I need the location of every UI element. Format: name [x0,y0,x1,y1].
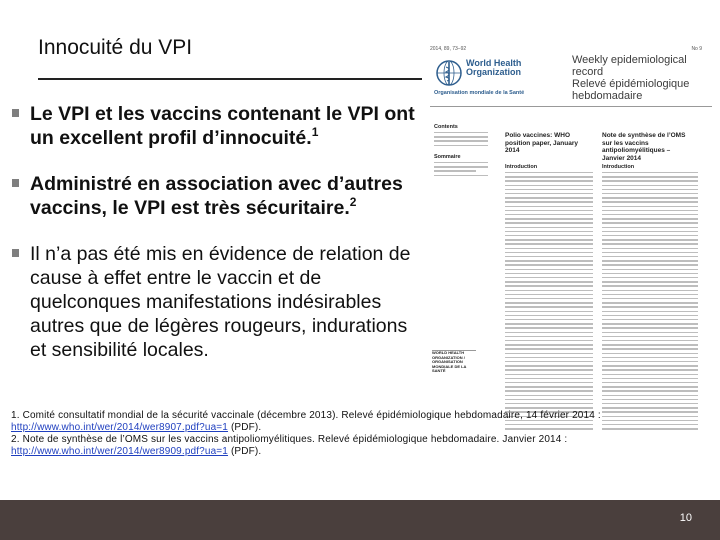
bullet-item-3 [12,242,426,362]
text-line [602,344,698,345]
text-line [602,348,698,349]
text-line [505,201,593,202]
text-line [602,407,698,408]
text-line [602,197,698,198]
bullet-list [12,102,426,362]
text-line [505,315,593,316]
footnote-2-text: 2. Note de synthèse de l’OMS sur les vaccins antipoliomyélitiques. Relevé épidémiologique hebdomadaire. Janvier 2014 : [11,434,568,445]
record-title [572,54,712,102]
text-line [602,361,698,362]
document-issue: 2014, 89, 73–92 [430,46,467,52]
text-line [602,281,698,282]
text-line [505,172,593,173]
text-line [505,193,593,194]
text-line [434,132,488,133]
text-line [505,340,593,341]
text-line [602,264,698,265]
who-org-name-fr: Organisation mondiale de la Santé [434,90,525,96]
footnotes [11,410,711,458]
text-line [505,180,593,181]
text-line [602,294,698,295]
text-line [602,180,698,181]
text-line [602,273,698,274]
text-line [602,206,698,207]
text-line [505,361,593,362]
text-line [505,290,593,291]
text-line [602,378,698,379]
text-line [602,193,698,194]
text-line [505,264,593,265]
text-line [505,395,593,396]
text-line [505,306,593,307]
text-line [434,170,476,171]
record-title-en: Weekly epidemiological record [572,54,687,78]
text-line [505,344,593,345]
text-line [602,369,698,370]
text-line [602,260,698,261]
text-line [434,140,488,141]
article-title-en: Polio vaccines: WHO position paper, January 2014 [505,132,578,154]
text-line [602,290,698,291]
text-line [602,269,698,270]
text-line [602,285,698,286]
text-line [505,357,593,358]
text-line [505,407,593,408]
text-line [602,185,698,186]
text-line [505,327,593,328]
text-line [602,336,698,337]
text-line [602,189,698,190]
footnote-2-suffix: (PDF). [228,446,262,457]
text-line [602,298,698,299]
text-line [505,374,593,375]
text-line [505,369,593,370]
text-line [602,311,698,312]
footnote-1-text: 1. Comité consultatif mondial de la sécurité vaccinale (décembre 2013). Relevé épidémiologique hebdomadaire, 14 février 2014 : [11,410,601,421]
text-line [505,218,593,219]
text-line [602,340,698,341]
text-line [505,185,593,186]
intro-heading-fr: Introduction [602,164,635,170]
text-line [434,166,488,167]
title-underline [38,78,422,80]
text-line [434,145,488,146]
text-line [505,256,593,257]
contents-label: Contents [434,124,458,130]
text-line [505,197,593,198]
side-box-title: WORLD HEALTH ORGANIZATION / ORGANISATION MONDIALE DE LA SANTÉ [432,350,467,373]
text-line [505,311,593,312]
text-line [505,302,593,303]
text-line [602,252,698,253]
footnote-2-link[interactable]: http://www.who.int/wer/2014/wer8909.pdf?ua=1 [11,446,229,457]
text-line [505,231,593,232]
document-number: No 9 [691,46,702,52]
text-line [434,175,488,176]
text-line [505,210,593,211]
text-line [602,235,698,236]
text-line [602,306,698,307]
text-line [602,332,698,333]
text-line [602,365,698,366]
text-line [505,298,593,299]
text-line [602,248,698,249]
bullet-item-2 [12,172,426,220]
text-line [602,256,698,257]
bullet-text-2: Administré en association avec d’autres vaccins, le VPI est très sécuritaire. [30,173,403,219]
footnote-1 [11,410,711,434]
text-line [505,365,593,366]
text-line [602,218,698,219]
text-line [505,382,593,383]
text-line [602,277,698,278]
footnote-ref-2: 2 [349,194,357,209]
header-rule [430,106,712,107]
text-line [602,403,698,404]
text-line [505,214,593,215]
who-org-name: World Health Organization [466,58,522,77]
footnote-1-link[interactable]: http://www.who.int/wer/2014/wer8907.pdf?ua=1 [11,422,229,433]
text-line [505,386,593,387]
text-line [505,353,593,354]
text-line [602,374,698,375]
bullet-marker [12,249,19,257]
sommaire-label: Sommaire [434,154,461,160]
text-line [505,189,593,190]
text-line [505,390,593,391]
footer-bar [0,500,720,540]
text-line [602,395,698,396]
text-line [602,239,698,240]
text-line [602,210,698,211]
text-line [505,260,593,261]
text-line [505,277,593,278]
bullet-text-1: Le VPI et les vaccins contenant le VPI ont un excellent profil d’innocuité. [30,103,415,149]
text-line [602,319,698,320]
record-title-fr: Relevé épidémiologique hebdomadaire [572,78,690,102]
text-line [505,403,593,404]
footnote-2 [11,434,711,458]
text-line [505,273,593,274]
bullet-item-1 [12,102,426,150]
text-line [434,162,488,163]
bullet-marker [12,109,19,117]
text-line [505,239,593,240]
text-line [602,231,698,232]
text-line [602,172,698,173]
text-line [602,222,698,223]
text-line [505,269,593,270]
text-line [602,227,698,228]
who-emblem-icon [434,58,464,88]
text-line [505,348,593,349]
text-line [505,243,593,244]
article-title-fr: Note de synthèse de l’OMS sur les vaccins antipoliomyélitiques – Janvier 2014 [602,132,686,162]
intro-heading-en: Introduction [505,164,538,170]
text-line [505,222,593,223]
text-line [505,248,593,249]
text-line [602,302,698,303]
text-line [505,281,593,282]
text-line [602,315,698,316]
text-line [505,378,593,379]
text-line [505,176,593,177]
text-line [602,390,698,391]
text-line [505,252,593,253]
bullet-text-3: Il n’a pas été mis en évidence de relation de cause à effet entre le vaccin et de quelconques manifestations indésirables autres que de légères rougeurs, indurations et sensibilité locales. [30,243,411,361]
text-line [602,327,698,328]
bullet-marker [12,179,19,187]
text-line [505,323,593,324]
text-line [602,323,698,324]
text-line [505,332,593,333]
text-line [602,201,698,202]
footnote-1-suffix: (PDF). [228,422,262,433]
text-line [505,319,593,320]
slide-title: Innocuité du VPI [38,36,193,59]
page-number: 10 [679,512,692,524]
text-line [602,357,698,358]
who-document-thumbnail [430,44,712,436]
text-line [505,227,593,228]
text-line [505,399,593,400]
text-line [505,206,593,207]
text-line [434,136,488,137]
text-line [602,243,698,244]
text-line [602,399,698,400]
text-line [602,386,698,387]
text-line [505,294,593,295]
footnote-ref-1: 1 [311,124,319,139]
text-line [505,235,593,236]
text-line [602,176,698,177]
text-line [602,382,698,383]
text-line [602,353,698,354]
text-line [505,336,593,337]
text-line [602,214,698,215]
text-line [505,285,593,286]
